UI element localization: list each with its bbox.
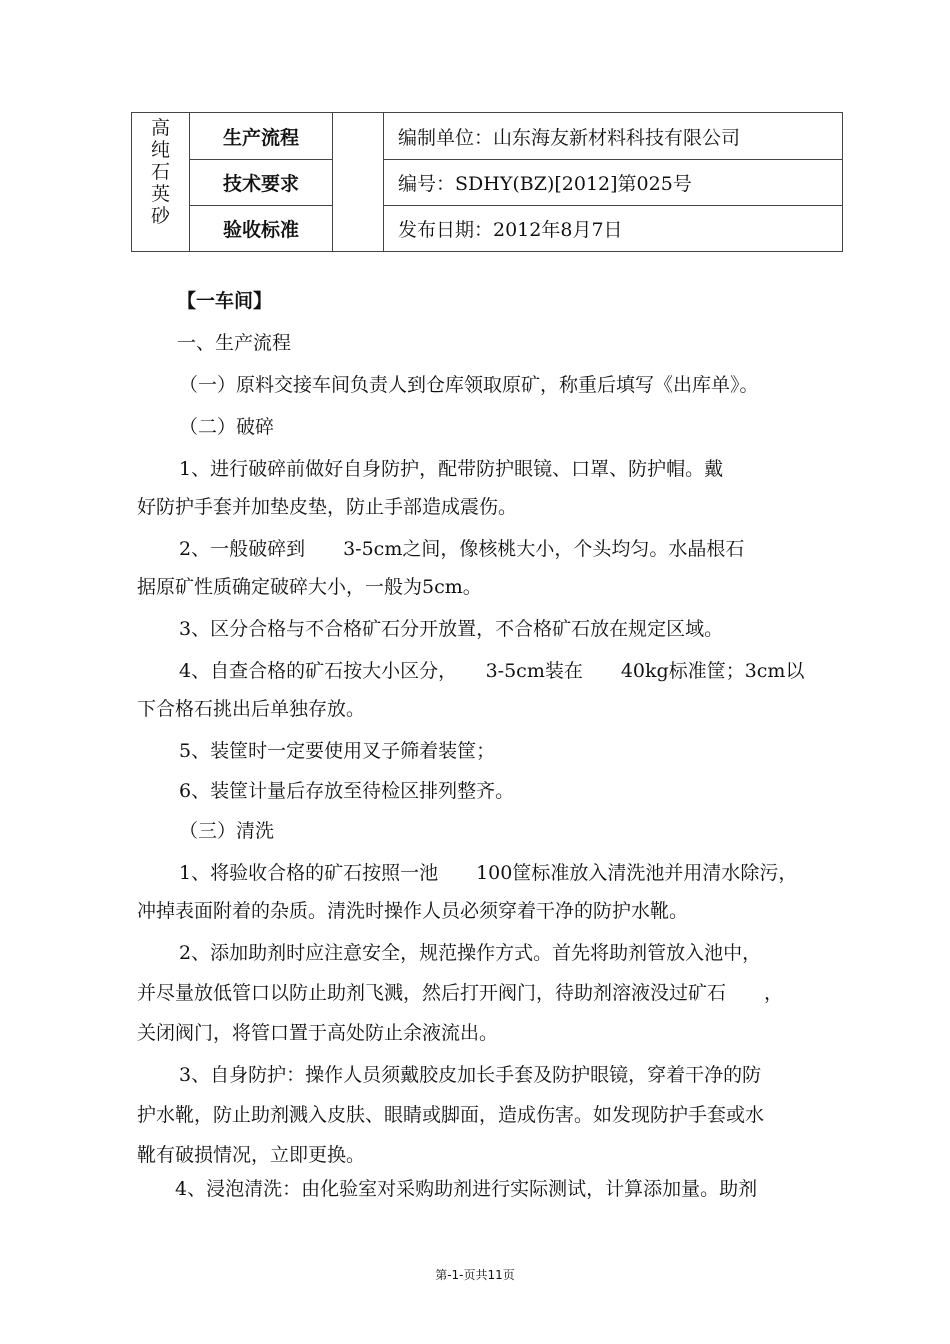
vertical-title-char: 高 [150,117,170,139]
label-production-process: 生产流程 [190,113,333,160]
section-title: 【一车间】 [177,290,273,312]
header-table [131,112,843,252]
paragraph-line: 好防护手套并加垫皮垫，防止手部造成震伤。 [137,496,518,518]
paragraph-line: 6、装筐计量后存放至待检区排列整齐。 [179,780,515,802]
heading-production-process: 一、生产流程 [177,332,292,354]
paragraph-line: 并尽量放低管口以防止助剂飞溅，然后打开阀门，待助剂溶液没过矿石 ， [137,982,784,1004]
paragraph-line: 4、自查合格的矿石按大小区分， 3-5cm装在 40kg标准筐；3cm以 [179,660,805,682]
subheading-crushing: （二）破碎 [179,416,275,438]
paragraph-line: 2、一般破碎到 3-5cm之间，像核桃大小，个头均匀。水晶根石 [179,538,745,560]
subheading-cleaning: （三）清洗 [179,820,275,842]
vertical-title-char: 砂 [150,205,170,227]
paragraph-line: 关闭阀门，将管口置于高处防止余液流出。 [137,1022,499,1044]
paragraph-line: 1、进行破碎前做好自身防护，配带防护眼镜、口罩、防护帽。戴 [179,458,724,480]
paragraph-line: 下合格石挑出后单独存放。 [137,698,366,720]
paragraph-line: 3、自身防护：操作人员须戴胶皮加长手套及防护眼镜，穿着干净的防 [179,1064,762,1086]
paragraph-line: 护水靴，防止助剂溅入皮肤、眼睛或脚面，造成伤害。如发现防护手套或水 [137,1104,765,1126]
info-compiler: 编制单位：山东海友新材料科技有限公司 [384,113,843,160]
paragraph-line: 3、区分合格与不合格矿石分开放置，不合格矿石放在规定区域。 [179,618,724,640]
blank-cell [333,113,384,252]
paragraph-line: 靴有破损情况，立即更换。 [137,1144,366,1166]
vertical-title-char: 英 [150,183,170,205]
paragraph-line: 2、添加助剂时应注意安全，规范操作方式。首先将助剂管放入池中， [179,942,762,964]
info-release-date: 发布日期：2012年8月7日 [384,206,843,252]
vertical-title-char: 石 [150,161,170,183]
paragraph-line: 5、装筐时一定要使用叉子筛着装筐； [179,740,496,762]
label-acceptance-standard: 验收标准 [190,206,333,252]
paragraph-line: 冲掉表面附着的杂质。清洗时操作人员必须穿着干净的防护水靴。 [137,900,689,922]
paragraph-line: 1、将验收合格的矿石按照一池 100筐标准放入清洗池并用清水除污， [179,862,798,884]
vertical-title [132,113,190,252]
paragraph-line: 据原矿性质确定破碎大小，一般为5cm。 [137,576,482,598]
info-document-number: 编号：SDHY(BZ)[2012]第025号 [384,160,843,206]
paragraph-line: 4、浸泡清洗：由化验室对采购助剂进行实际测试，计算添加量。助剂 [175,1178,758,1200]
vertical-title-char: 纯 [150,139,170,161]
page-footer: 第-1-页共11页 [435,1268,515,1282]
paragraph-line: （一）原料交接车间负责人到仓库领取原矿，称重后填写《出库单》。 [179,374,759,396]
label-technical-requirements: 技术要求 [190,160,333,206]
